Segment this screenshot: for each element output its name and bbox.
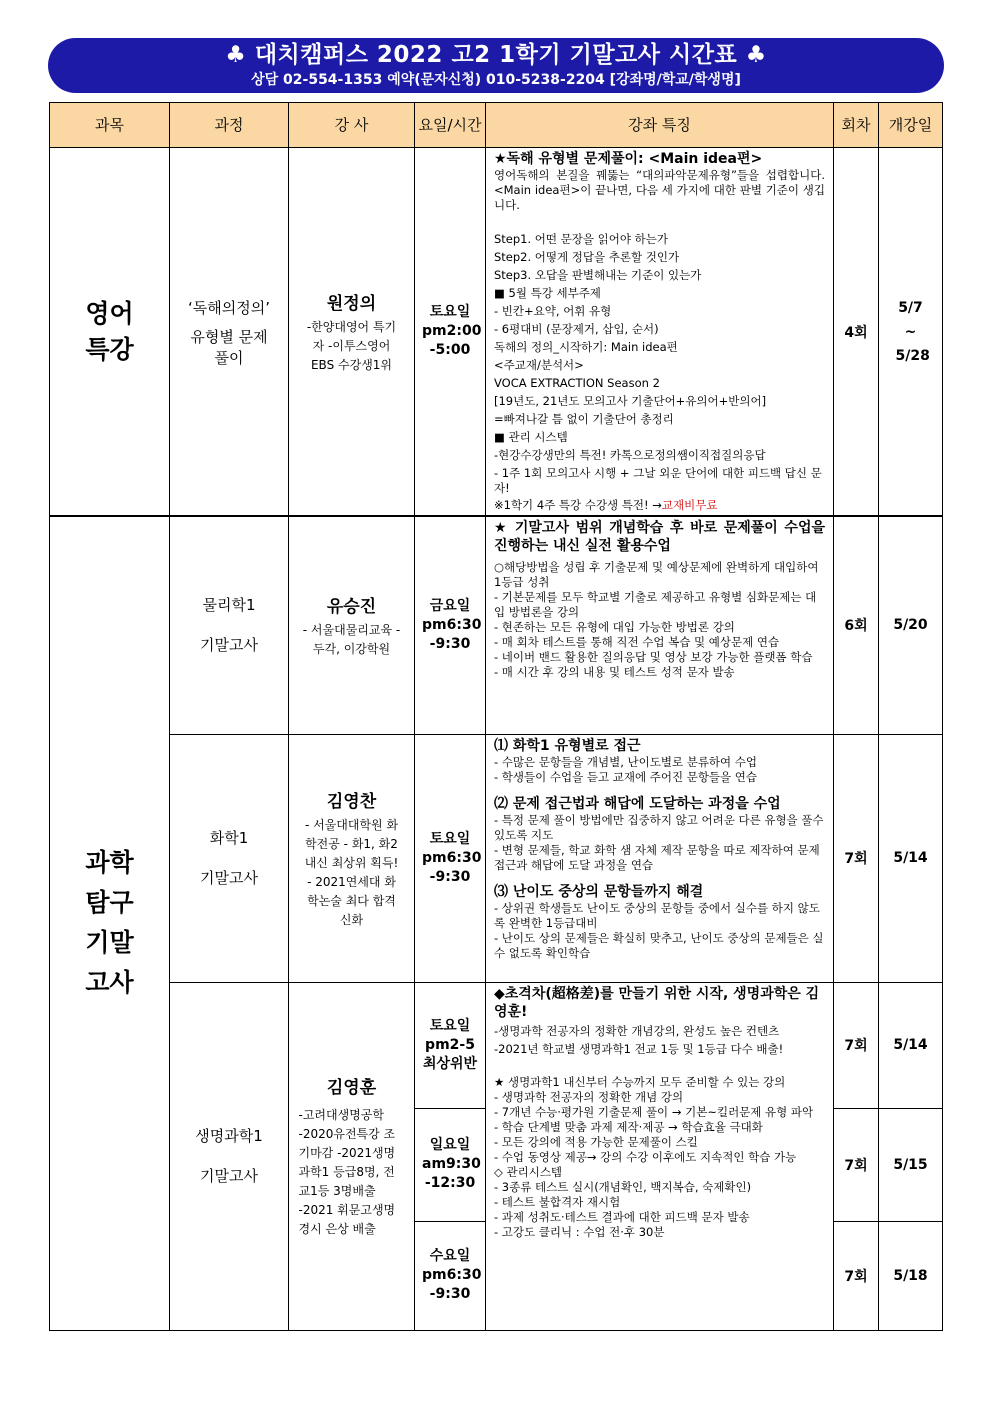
col-sessions: 회차 [834, 103, 879, 148]
header-row [50, 103, 943, 148]
biology-start-1: 5/14 [879, 982, 943, 1108]
col-time: 요일/시간 [415, 103, 486, 148]
biology-sessions-3: 7회 [834, 1221, 879, 1330]
col-course: 과정 [170, 103, 289, 148]
chemistry-teacher: 김영찬 - 서울대대학원 화학전공 - 화1, 화2내신 최상위 획득! - 2021연세대 화학논술 최다 합격신화 [289, 734, 415, 982]
col-teacher: 강 사 [289, 103, 415, 148]
english-start: 5/7 ~ 5/28 [879, 148, 943, 517]
physics-start: 5/20 [879, 516, 943, 734]
biology-start-3: 5/18 [879, 1221, 943, 1330]
title-banner [48, 38, 944, 93]
chemistry-start: 5/14 [879, 734, 943, 982]
physics-row [50, 516, 943, 734]
chemistry-sessions: 7회 [834, 734, 879, 982]
contact-info: 상담 02-554-1353 예약(문자신청) 010-5238-2204 [강좌명/학교/학생명] [251, 72, 741, 88]
chemistry-time: 토요일 pm6:30 -9:30 [415, 734, 486, 982]
english-teacher: 원정의 -한양대영어 특기자 -이투스영어 EBS 수강생1위 [289, 148, 415, 517]
english-row [50, 148, 943, 517]
chemistry-features: ⑴ 화학1 유형별로 접근 - 수많은 문항들을 개념별, 난이도별로 분류하여 수업 - 학생들이 수업을 듣고 교재에 주어진 문항들을 연습 ⑵ 문제 접근법과 해답에 도달하는 과정을 수업 - 특정 문제 풀이 방법에만 집중하지 않고 어려운 다른 유형을 풀수 있도록 지도 - 변형 문제들, 학교 화학 샘 자체 제작 문항을 따로 제작하여 문제 접근과 해답에 도달 과정을 연습 ⑶ 난이도 중상의 문항들까지 해결 - 상위권 학생들도 난이도 중상의 문항들 중에서 실수를 하지 않도록 완벽한 1등급대비 - 난이도 상의 문제들은 확실히 맞추고, 난이도 중상의 문제들은 실수 없도록 확인학습 [486, 734, 834, 982]
biology-time-1: 토요일 pm2-5 최상위반 [415, 982, 486, 1108]
biology-teacher: 김영훈 -고려대생명공학 -2020유전특강 조기마감 -2021생명과학1 등급8명, 전교1등 3명배출 -2021 휘문고생명 경시 은상 배출 [289, 982, 415, 1330]
physics-sessions: 6회 [834, 516, 879, 734]
english-features: ★독해 유형별 문제풀이: <Main idea편> 영어독해의 본질을 꿰뚫는 “대의파악문제유형”들을 섭렵합니다. <Main idea편>이 끝나면, 다음 세 가지에 대한 판별 기준이 생깁니다. Step1. 어떤 문장을 읽어야 하는가 Step2. 어떻게 정답을 추론할 것인가 Step3. 오답을 판별해내는 기준이 있는가 ■ 5월 특강 세부주제 - 빈칸+요약, 어휘 유형 - 6평대비 (문장제거, 삽입, 순서) 독해의 정의_시작하기: Main idea편 <주교재/분석서> VOCA EXTRACTION Season 2 [19년도, 21년도 모의고사 기출단어+유의어+반의어] =빠져나갈 틈 없이 기출단어 총정리 ■ 관리 시스템 -현강수강생만의 특전! 카톡으로정의쌤이직접질의응답 - 1주 1회 모의고사 시행 + 그날 외운 단어에 대한 피드백 답신 문자! ※1학기 4주 특강 수강생 특전! →교재비무료 [486, 148, 834, 517]
page-title: ♣ 대치캠퍼스 2022 고2 1학기 기말고사 시간표 ♣ [225, 42, 767, 68]
chemistry-course: 화학1 기말고사 [170, 734, 289, 982]
subject-science: 과학 탐구 기말 고사 [50, 516, 170, 1330]
biology-features: ◆초격차(超格差)를 만들기 위한 시작, 생명과학은 김영훈! -생명과학 전공자의 정확한 개념강의, 완성도 높은 컨텐츠 -2021년 학교별 생명과학1 전교 1등 및 1등급 다수 배출! ★ 생명과학1 내신부터 수능까지 모두 준비할 수 있는 강의 - 생명과학 전공자의 정확한 개념 강의 - 7개년 수능·평가원 기출문제 풀이 → 기본~킬러문제 유형 파악 - 학습 단계별 맞춤 과제 제작·제공 → 학습효율 극대화 - 모든 강의에 적용 가능한 문제풀이 스킬 - 수업 동영상 제공→ 강의 수강 이후에도 지속적인 학습 가능 ◇ 관리시스템 - 3종류 테스트 실시(개념확인, 백지복습, 숙제확인) - 테스트 불합격자 재시험 - 과제 성취도·테스트 결과에 대한 피드백 문자 발송 - 고강도 클리닉 : 수업 전·후 30분 [486, 982, 834, 1330]
biology-row-1 [50, 982, 943, 1108]
col-start-date: 개강일 [879, 103, 943, 148]
biology-start-2: 5/15 [879, 1108, 943, 1221]
biology-time-3: 수요일 pm6:30 -9:30 [415, 1221, 486, 1330]
physics-time: 금요일 pm6:30 -9:30 [415, 516, 486, 734]
biology-course: 생명과학1 기말고사 [170, 982, 289, 1330]
chemistry-row [50, 734, 943, 982]
col-features: 강좌 특징 [486, 103, 834, 148]
english-sessions: 4회 [834, 148, 879, 517]
english-time: 토요일 pm2:00 -5:00 [415, 148, 486, 517]
physics-course: 물리학1 기말고사 [170, 516, 289, 734]
schedule-table [49, 102, 943, 1331]
subject-english: 영어 특강 [50, 148, 170, 517]
biology-sessions-1: 7회 [834, 982, 879, 1108]
physics-teacher: 유승진 - 서울대물리교육 - 두각, 이강학원 [289, 516, 415, 734]
english-course: ‘독해의정의’ 유형별 문제풀이 [170, 148, 289, 517]
physics-features: ★ 기말고사 범위 개념학습 후 바로 문제풀이 수업을 진행하는 내신 실전 활용수업 ○해당방법을 성립 후 기출문제 및 예상문제에 완벽하게 대입하여 1등급 성취 - 기본문제를 모두 학교별 기출로 제공하고 유형별 심화문제는 대입 방법론을 강의 - 현존하는 모든 유형에 대입 가능한 방법론 강의 - 매 회차 테스트를 통해 직전 수업 복습 및 예상문제 연습 - 네이버 밴드 활용한 질의응답 및 영상 보강 가능한 플랫폼 학습 - 매 시간 후 강의 내용 및 테스트 성적 문자 발송 [486, 516, 834, 734]
biology-sessions-2: 7회 [834, 1108, 879, 1221]
biology-time-2: 일요일 am9:30 -12:30 [415, 1108, 486, 1221]
col-subject: 과목 [50, 103, 170, 148]
